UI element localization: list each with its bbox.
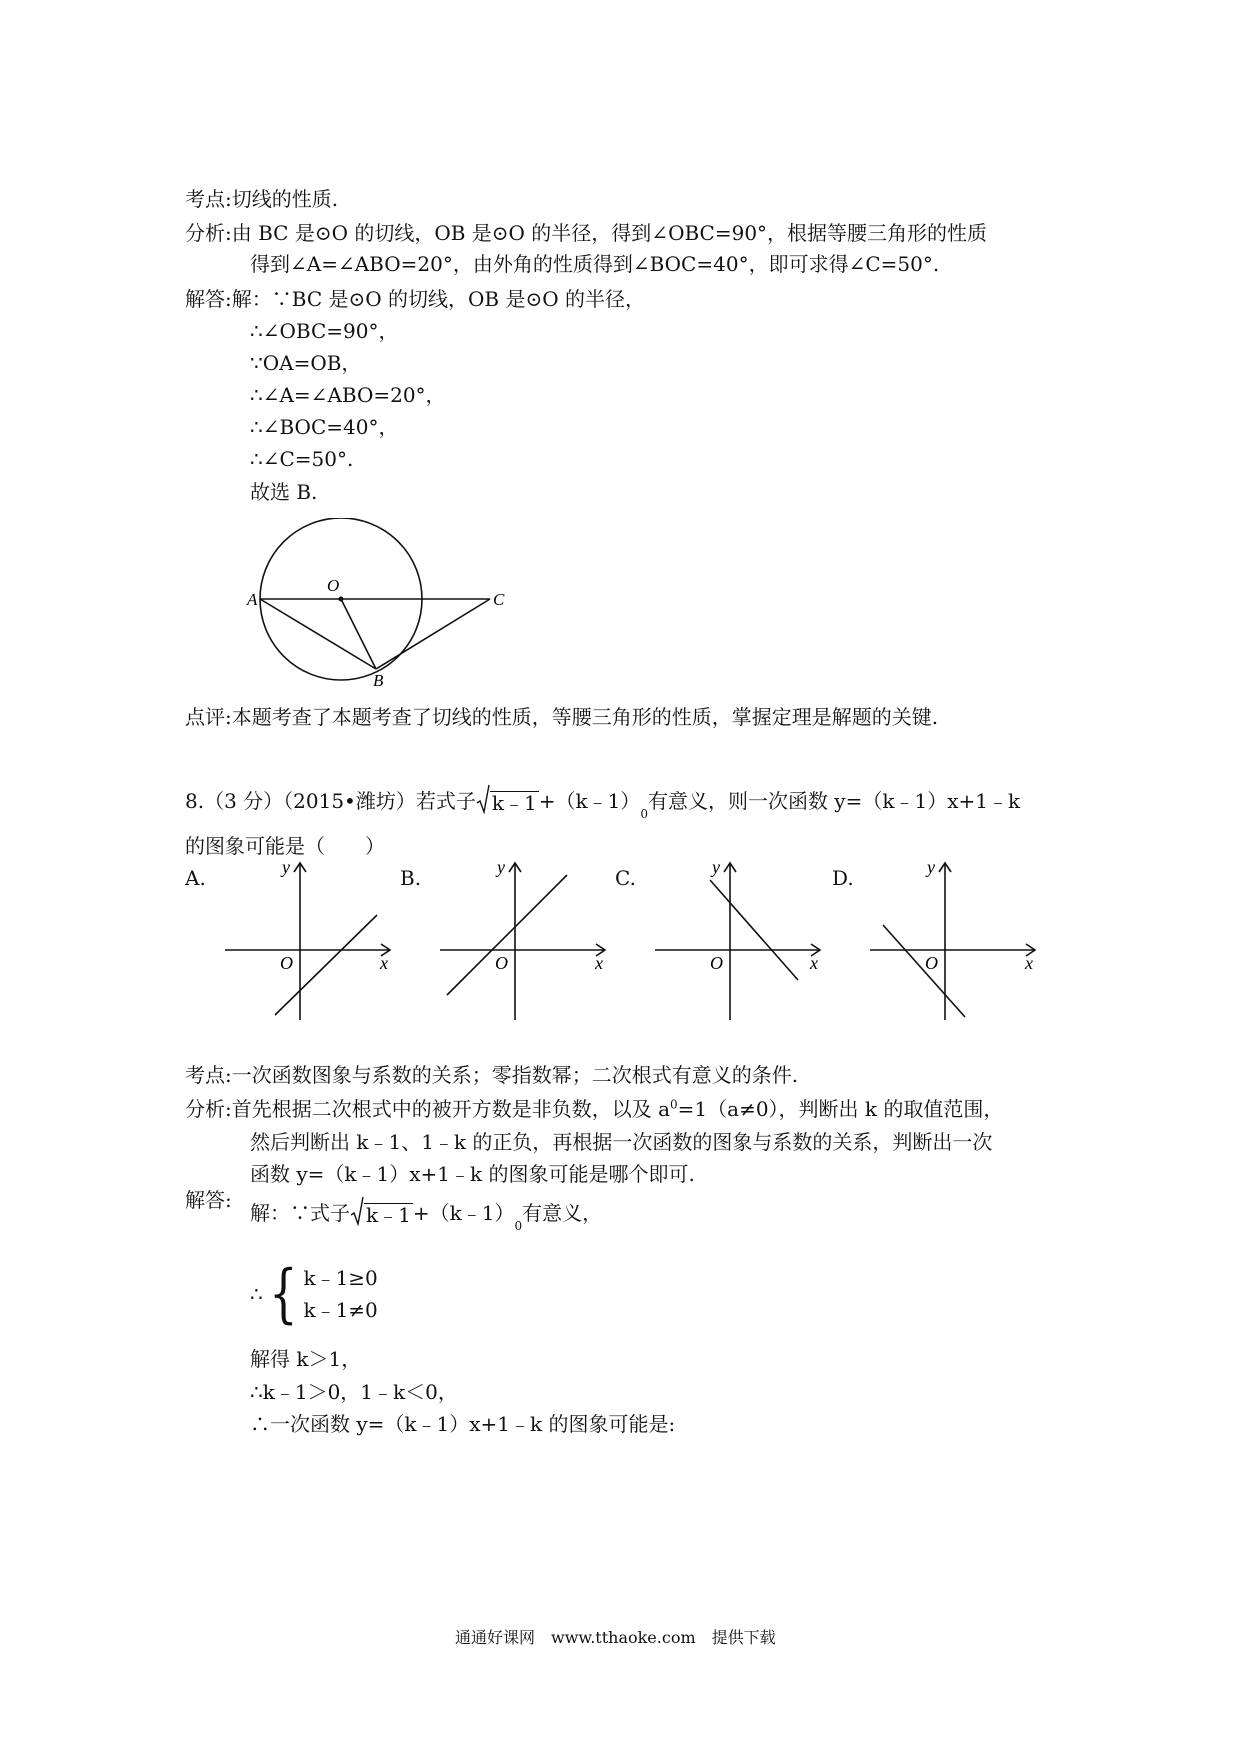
x-axis-label: x (810, 953, 818, 973)
solution-step: ∴∠C=50°. (250, 447, 354, 471)
jieda-row-2: 解：∵式子 k﹣1 +（k﹣1） 0 有意义， (250, 1196, 602, 1226)
option-c-label: C. (615, 866, 636, 890)
fenxi-text-line1a: 首先根据二次根式中的被开方数是非负数，以及 a (231, 1097, 671, 1121)
solution-step: 解得 k＞1， (250, 1347, 362, 1371)
solution-step: ∴∠A=∠ABO=20°， (250, 383, 446, 407)
question-prefix: 8.（3 分）（2015•潍坊）若式子 (185, 789, 476, 813)
origin-label: O (495, 953, 508, 973)
option-d-graph (865, 855, 1040, 1025)
jieda-mid: +（k﹣1） (412, 1201, 515, 1225)
sqrt-expression (350, 1196, 413, 1226)
radicand: k﹣1 (366, 1203, 411, 1227)
system-line: k﹣1≠0 (303, 1298, 378, 1322)
fenxi-row-1 (185, 220, 987, 246)
point-label-a: A (247, 590, 258, 609)
fenxi-text-line2: 得到∠A=∠ABO=20°，由外角的性质得到∠BOC=40°，即可求得∠C=50°. (250, 252, 940, 276)
option-b-graph (435, 855, 610, 1025)
radical-sign-icon (476, 784, 490, 814)
option-b-label: B. (400, 866, 422, 890)
y-axis-label: y (712, 857, 720, 877)
question-8-line2: 的图象可能是（ ） (185, 834, 385, 858)
y-axis-label: y (497, 857, 505, 877)
solution-step: 故选 B. (250, 480, 318, 504)
jieda-label: 解答: (185, 287, 232, 311)
x-axis-label: x (380, 953, 388, 973)
kaodian-text: 一次函数图象与系数的关系；零指数幂；二次根式有意义的条件. (231, 1063, 799, 1087)
fenxi-text-line3: 函数 y=（k﹣1）x+1﹣k 的图象可能是哪个即可. (250, 1162, 695, 1186)
dianping-text: 本题考查了本题考查了切线的性质，等腰三角形的性质，掌握定理是解题的关键. (231, 705, 939, 729)
question-suffix: 有意义，则一次函数 y=（k﹣1）x+1﹣k (647, 789, 1021, 813)
origin-label: O (710, 953, 723, 973)
kaodian-row-1 (185, 186, 338, 212)
kaodian-text: 切线的性质. (231, 187, 339, 211)
radicand: k﹣1 (491, 791, 537, 815)
option-c-graph (650, 855, 825, 1025)
question-8-stem: 8.（3 分）（2015•潍坊）若式子 k﹣1 +（k﹣1） 0 有意义，则一次函数 y=（k﹣1）x+1﹣k (185, 784, 1020, 814)
fenxi-text-line1: 由 BC 是⊙O 的切线，OB 是⊙O 的半径，得到∠OBC=90°，根据等腰三角形的性质 (231, 221, 988, 245)
fenxi-text-line1b: =1（a≠0），判断出 k 的取值范围， (677, 1097, 1004, 1121)
origin-label: O (925, 953, 938, 973)
point-label-c: C (493, 590, 505, 609)
origin-label: O (280, 953, 293, 973)
fenxi-row-2 (185, 1096, 1003, 1122)
solution-step: ∴k﹣1＞0，1﹣k＜0， (250, 1380, 458, 1404)
question-mid: +（k﹣1） (538, 789, 641, 813)
jieda-label: 解答: (185, 1188, 232, 1212)
circle-tangent-figure (245, 518, 525, 688)
point-label-o: O (327, 576, 340, 595)
footer-text: 通通好课网 www.tthaoke.com 提供下载 (455, 1628, 776, 1647)
solution-step: 解：∵BC 是⊙O 的切线，OB 是⊙O 的半径， (231, 287, 645, 311)
option-a-label: A. (185, 866, 206, 890)
dianping-row-1 (185, 704, 938, 730)
solution-step: ∴∠BOC=40°， (250, 415, 399, 439)
x-axis-label: x (1025, 953, 1033, 973)
jieda-suffix: 有意义， (522, 1201, 603, 1225)
fenxi-label: 分析: (185, 1097, 232, 1121)
exponent: 0 (670, 1097, 678, 1112)
jieda-prefix: 解：∵式子 (250, 1201, 350, 1225)
system-line: k﹣1≥0 (303, 1266, 378, 1290)
fenxi-label: 分析: (185, 221, 232, 245)
system-lines (303, 1262, 377, 1326)
dianping-label: 点评: (185, 705, 232, 729)
y-axis-label: y (927, 857, 935, 877)
solution-step: ∴一次函数 y=（k﹣1）x+1﹣k 的图象可能是: (250, 1412, 676, 1436)
point-label-b: B (373, 671, 384, 688)
option-d-label: D. (832, 866, 854, 890)
kaodian-row-2 (185, 1062, 798, 1088)
fenxi-text-line2: 然后判断出 k﹣1、1﹣k 的正负，再根据一次函数的图象与系数的关系，判断出一次 (250, 1130, 993, 1154)
solution-step: ∵OA=OB， (250, 351, 362, 375)
kaodian-label: 考点: (185, 187, 232, 211)
jieda-row-1 (185, 286, 645, 312)
therefore-symbol: ∴ (250, 1282, 263, 1306)
left-brace-icon: { (268, 1257, 298, 1331)
inequality-system (250, 1257, 378, 1331)
option-a-graph (220, 855, 395, 1025)
solution-step: ∴∠OBC=90°， (250, 319, 399, 343)
radical-sign-icon (350, 1196, 364, 1226)
x-axis-label: x (595, 953, 603, 973)
kaodian-label: 考点: (185, 1063, 232, 1087)
sqrt-expression (476, 784, 539, 814)
y-axis-label: y (282, 857, 290, 877)
